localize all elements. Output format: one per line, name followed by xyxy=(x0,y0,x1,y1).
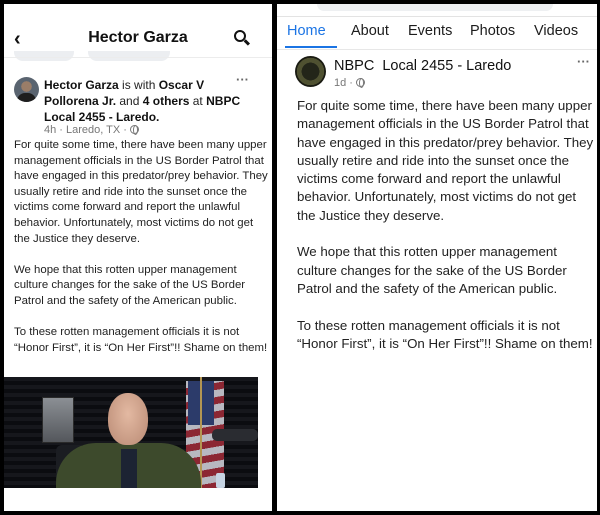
profile-header xyxy=(4,24,272,54)
post-paragraph: For quite some time, there have been many upper management officials in the US Border Patrol that have engaged in this predator/prey behavior. They usually retire and ride into the sunset once the victims come forward and report the unlawful behavior. Unfortunately, most victims do not get the Justice they deserve. xyxy=(297,98,594,223)
tab-videos[interactable]: Videos xyxy=(534,23,579,39)
tabs-divider xyxy=(277,49,597,50)
avatar[interactable] xyxy=(14,77,39,102)
with-text: is with xyxy=(118,78,159,92)
post-photo[interactable] xyxy=(4,377,258,488)
globe-icon xyxy=(130,125,139,134)
post-header xyxy=(44,77,244,125)
tab-home[interactable]: Home xyxy=(287,23,326,39)
post-paragraph: To these rotten management officials it is not “Honor First”, it is “On Her First”!! Shame on them! xyxy=(297,317,593,351)
more-horizontal-icon[interactable]: ··· xyxy=(577,54,590,69)
chevron-left-icon[interactable]: ‹ xyxy=(14,28,21,50)
post-meta xyxy=(44,124,139,136)
post-paragraph: We hope that this rotten upper management culture changes for the sake of the US Border Patrol and the safety of the American public. xyxy=(297,244,567,296)
photo-tie xyxy=(121,449,137,488)
author-link[interactable]: Hector Garza xyxy=(44,78,119,92)
post-time: 1d · xyxy=(334,77,357,89)
active-tab-indicator xyxy=(285,46,337,48)
post-text xyxy=(14,138,269,372)
post-paragraph: To these rotten management officials it is not “Honor First”, it is “On Her First”!! Shame on them! xyxy=(14,326,268,354)
search-bar-edge[interactable] xyxy=(317,4,553,11)
filter-chip[interactable] xyxy=(14,51,74,61)
photo-wall-frame xyxy=(42,397,74,443)
photo-water-bottle xyxy=(216,473,225,488)
photo-microphone xyxy=(212,429,258,441)
page-name-link[interactable]: NBPC Local 2455 - Laredo xyxy=(334,58,512,74)
and-text: and xyxy=(116,94,143,108)
filter-chip[interactable] xyxy=(88,51,170,61)
photo-flagpole xyxy=(200,377,202,488)
post-paragraph: For quite some time, there have been many upper management officials in the US Border Patrol that have engaged in this predator/prey behavior. They usually retire and ride into the sunset once the victims come forward and report the unlawful behavior. Unfortunately, most victims do not get the Justice they deserve. xyxy=(14,139,268,245)
others-link[interactable]: 4 others xyxy=(142,94,190,108)
tagged-link[interactable]: Oscar V Pollorena Jr. xyxy=(44,78,205,108)
tab-events[interactable]: Events xyxy=(408,23,453,39)
profile-post-panel xyxy=(4,4,272,511)
tab-photos[interactable]: Photos xyxy=(470,23,516,39)
search-icon[interactable] xyxy=(234,30,250,46)
tab-about[interactable]: About xyxy=(351,23,389,39)
top-divider xyxy=(277,16,597,17)
page-post-panel xyxy=(277,4,597,511)
post-time-location: 4h · Laredo, TX · xyxy=(44,124,131,136)
post-meta xyxy=(334,77,365,89)
post-text xyxy=(297,97,595,371)
page-avatar[interactable] xyxy=(295,56,326,87)
place-link[interactable]: NBPC Local 2455 - Laredo. xyxy=(44,94,241,124)
profile-title: Hector Garza xyxy=(88,29,188,46)
globe-icon xyxy=(356,78,365,87)
photo-person-head xyxy=(108,393,148,445)
more-horizontal-icon[interactable]: ··· xyxy=(236,72,249,87)
header-divider xyxy=(4,57,272,58)
post-paragraph: We hope that this rotten upper management culture changes for the sake of the US Border Patrol and the safety of the American public. xyxy=(14,263,246,307)
at-text: at xyxy=(189,94,207,108)
